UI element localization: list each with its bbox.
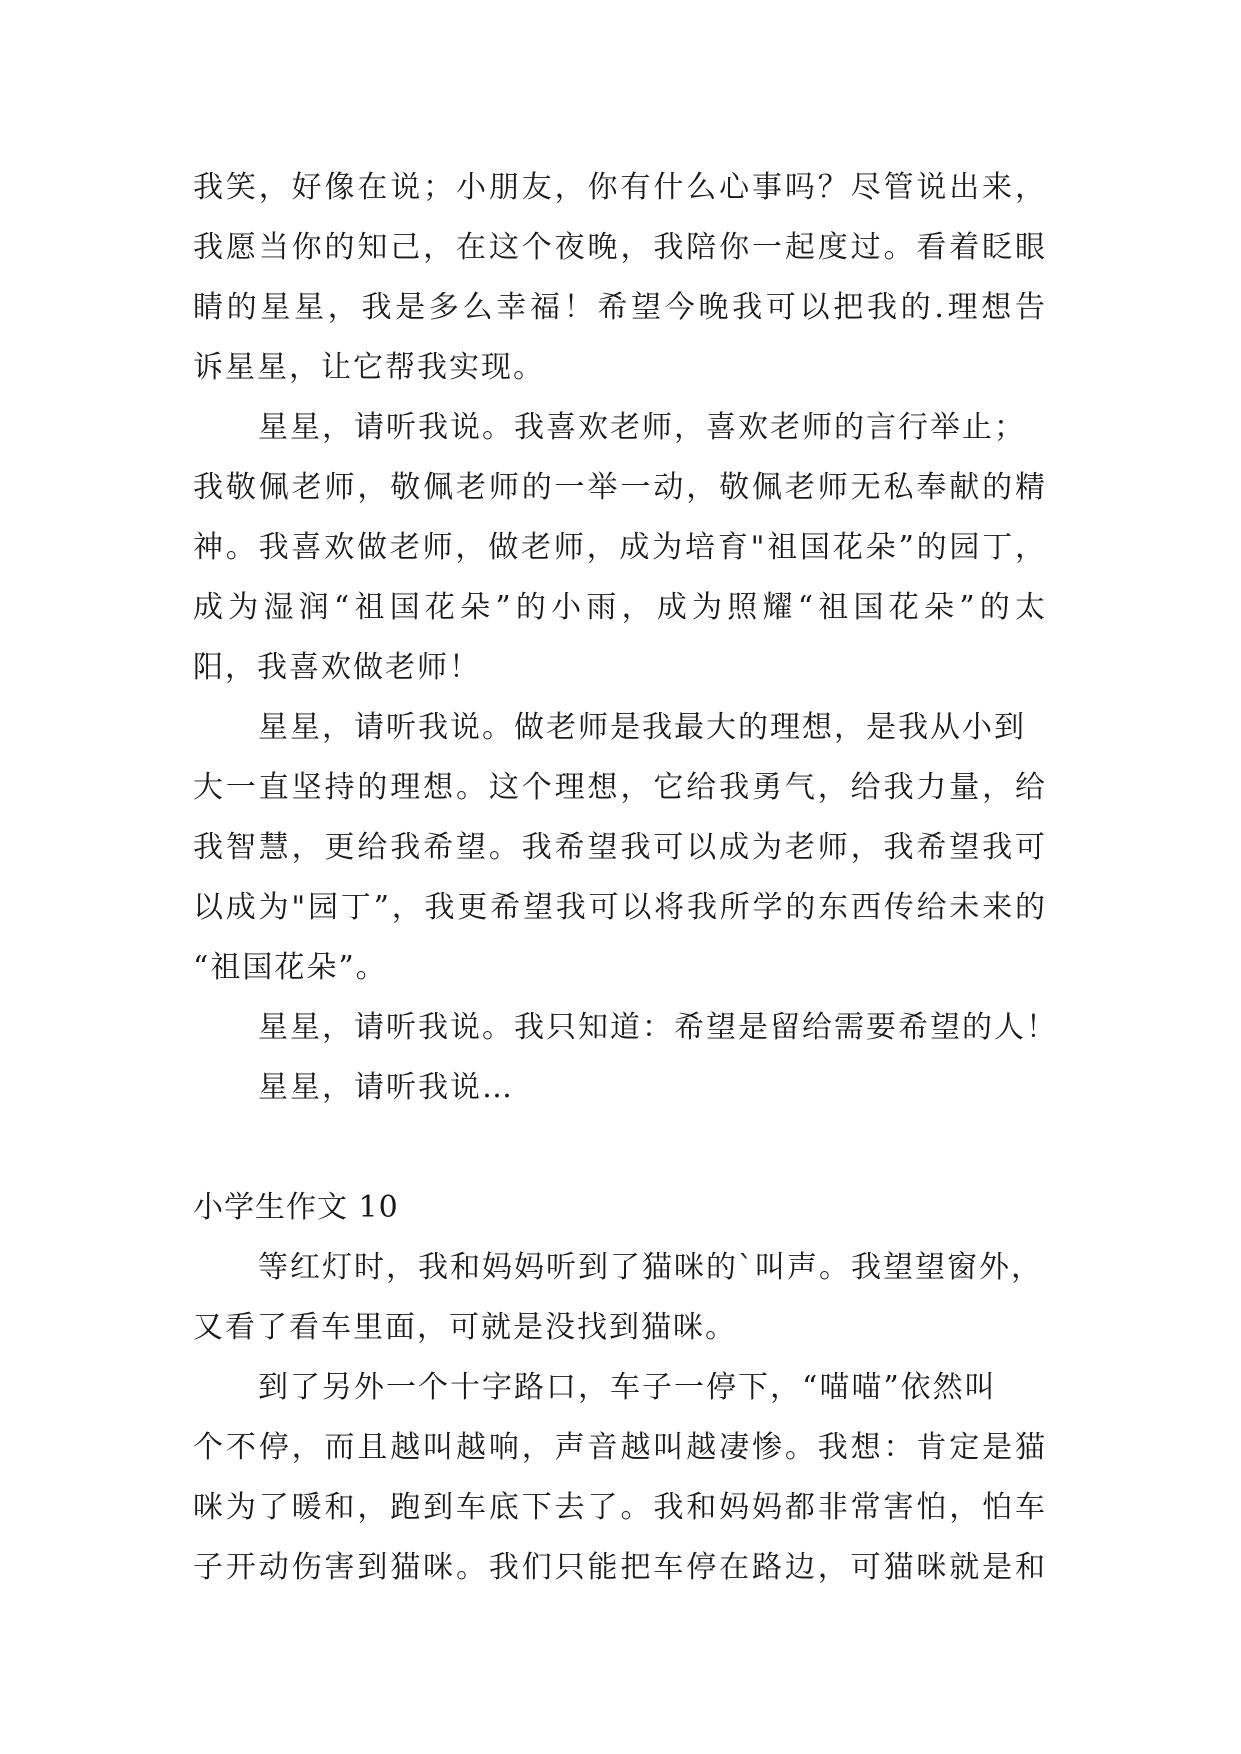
text-line: 个不停，而且越叫越响，声音越叫越凄惨。我想：肯定是猫: [193, 1430, 1045, 1465]
text-line: 咪为了暖和，跑到车底下去了。我和妈妈都非常害怕，怕车: [193, 1490, 1045, 1525]
paragraph-first-line: 星星，请听我说。做老师是我最大的理想，是我从小到: [258, 710, 1026, 745]
text-line: 睛的星星，我是多么幸福！希望今晚我可以把我的.理想告: [193, 290, 1045, 325]
text-line: 我智慧，更给我希望。我希望我可以成为老师，我希望我可: [193, 830, 1045, 865]
text-line: 诉星星，让它帮我实现。: [193, 350, 545, 385]
paragraph-first-line: 星星，请听我说。我喜欢老师，喜欢老师的言行举止；: [258, 410, 1026, 445]
text-line: 大一直坚持的理想。这个理想，它给我勇气，给我力量，给: [193, 770, 1045, 805]
paragraph-first-line: 星星，请听我说。我只知道：希望是留给需要希望的人！: [258, 1010, 1058, 1045]
section-heading: 小学生作文 10: [193, 1190, 399, 1225]
text-line: 以成为"园丁”，我更希望我可以将我所学的东西传给未来的: [193, 890, 1045, 925]
paragraph-first-line: 星星，请听我说…: [258, 1070, 514, 1105]
paragraph-first-line: 到了另外一个十字路口，车子一停下，“喵喵”依然叫: [258, 1370, 997, 1405]
text-line: “祖国花朵”。: [193, 950, 388, 985]
paragraph-first-line: 等红灯时，我和妈妈听到了猫咪的`叫声。我望望窗外，: [258, 1250, 1043, 1285]
text-line: 神。我喜欢做老师，做老师，成为培育"祖国花朵”的园丁，: [193, 530, 1045, 565]
text-line: 我笑，好像在说；小朋友，你有什么心事吗？尽管说出来，: [193, 170, 1045, 205]
text-line: 我愿当你的知己，在这个夜晚，我陪你一起度过。看着眨眼: [193, 230, 1045, 265]
text-line: 又看了看车里面，可就是没找到猫咪。: [193, 1310, 737, 1345]
text-line: 子开动伤害到猫咪。我们只能把车停在路边，可猫咪就是和: [193, 1550, 1045, 1585]
text-line: 成为湿润“祖国花朵”的小雨，成为照耀“祖国花朵”的太: [193, 590, 1045, 625]
text-line: 阳，我喜欢做老师！: [193, 650, 481, 685]
text-line: 我敬佩老师，敬佩老师的一举一动，敬佩老师无私奉献的精: [193, 470, 1045, 505]
